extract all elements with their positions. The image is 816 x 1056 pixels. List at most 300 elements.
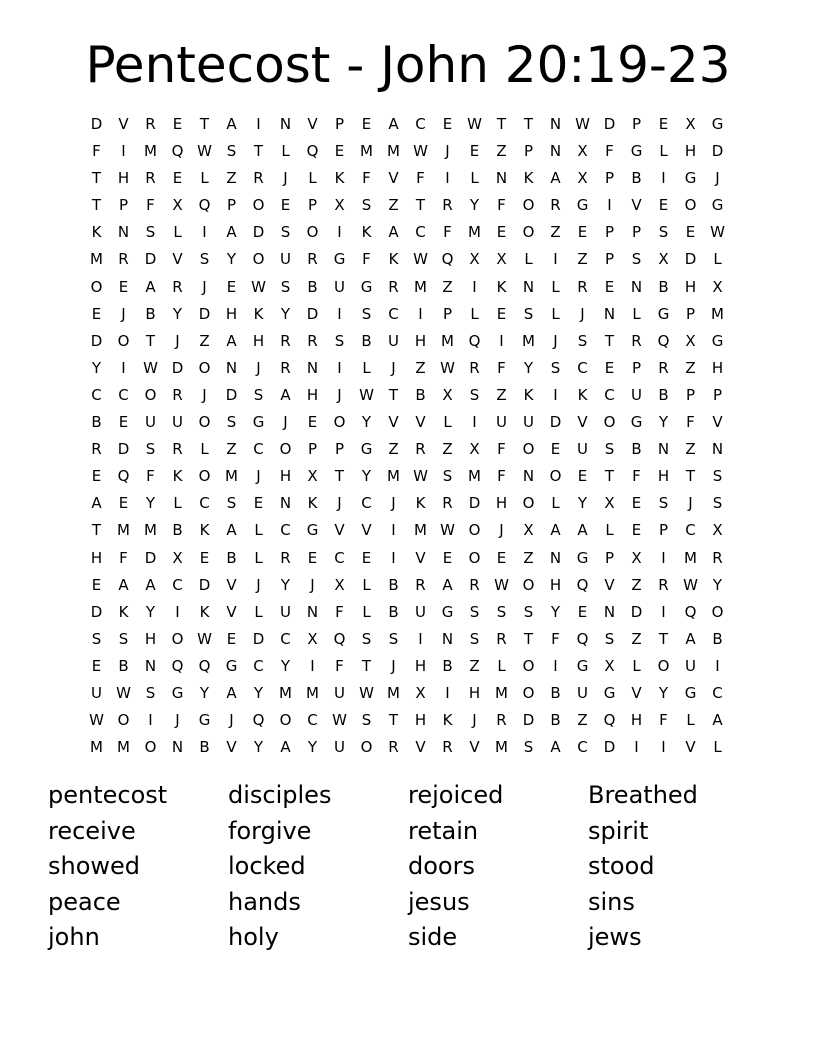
grid-letter: Q <box>657 331 670 350</box>
grid-letter: H <box>279 467 292 486</box>
grid-letter: J <box>553 331 558 350</box>
grid-letter: H <box>468 683 481 702</box>
word-list-item: holy <box>228 923 279 951</box>
grid-letter: F <box>146 467 155 486</box>
grid-letter: X <box>496 250 507 269</box>
grid-letter: E <box>577 602 588 621</box>
grid-letter: X <box>172 548 183 567</box>
grid-letter: R <box>712 548 723 567</box>
word-list-item: stood <box>588 852 655 880</box>
grid-letter: U <box>523 413 534 432</box>
grid-letter: E <box>91 304 102 323</box>
grid-letter: I <box>472 277 477 296</box>
grid-letter: J <box>472 711 477 730</box>
grid-letter: O <box>144 385 157 404</box>
word-list-item: peace <box>48 887 121 916</box>
grid-letter: L <box>173 494 182 513</box>
grid-letter: Y <box>280 304 291 323</box>
grid-letter: Z <box>685 440 696 459</box>
grid-letter: T <box>199 115 210 133</box>
grid-letter: J <box>175 711 180 730</box>
grid-letter: P <box>118 196 129 215</box>
grid-letter: T <box>604 331 615 350</box>
grid-letter: Y <box>523 358 534 377</box>
grid-letter: Z <box>442 440 453 459</box>
grid-letter: A <box>280 738 291 757</box>
grid-letter: B <box>388 575 399 594</box>
grid-letter: K <box>442 711 453 730</box>
grid-letter: K <box>334 169 345 188</box>
grid-letter: G <box>576 196 589 215</box>
grid-letter: G <box>252 413 265 432</box>
grid-letter: N <box>117 223 130 242</box>
grid-letter: V <box>415 413 426 432</box>
grid-letter: F <box>497 196 506 215</box>
grid-letter: H <box>495 494 508 513</box>
grid-letter: L <box>200 440 209 459</box>
grid-letter: Z <box>577 250 588 269</box>
grid-letter: U <box>577 440 588 459</box>
grid-letter: O <box>684 196 697 215</box>
grid-letter: Q <box>468 331 481 350</box>
grid-letter: U <box>415 602 426 621</box>
grid-letter: E <box>280 196 291 215</box>
grid-letter: B <box>307 277 318 296</box>
grid-letter: N <box>279 115 292 133</box>
grid-letter: X <box>334 196 345 215</box>
grid-letter: L <box>254 548 263 567</box>
grid-letter: T <box>415 196 426 215</box>
grid-letter: R <box>496 711 507 730</box>
grid-letter: L <box>254 521 263 540</box>
grid-letter: I <box>661 548 666 567</box>
grid-letter: D <box>630 602 643 621</box>
grid-letter: M <box>360 142 373 161</box>
grid-letter: E <box>658 115 669 133</box>
grid-letter: U <box>172 413 183 432</box>
grid-letter: R <box>388 738 399 757</box>
grid-letter: X <box>469 250 480 269</box>
grid-letter: J <box>283 413 288 432</box>
grid-letter: G <box>657 304 670 323</box>
grid-letter: X <box>712 521 723 540</box>
grid-letter: L <box>362 575 371 594</box>
grid-letter: A <box>685 629 696 648</box>
grid-letter: X <box>334 575 345 594</box>
grid-letter: Q <box>252 711 265 730</box>
grid-letter: Y <box>658 413 669 432</box>
grid-letter: E <box>658 196 669 215</box>
grid-letter: W <box>467 115 482 133</box>
grid-letter: K <box>91 223 102 242</box>
grid-letter: T <box>91 196 102 215</box>
grid-letter: O <box>198 467 211 486</box>
grid-letter: P <box>523 142 534 161</box>
grid-letter: Y <box>253 683 264 702</box>
grid-letter: Z <box>415 358 426 377</box>
grid-letter: Q <box>306 142 319 161</box>
grid-letter: J <box>688 494 693 513</box>
grid-letter: A <box>226 331 237 350</box>
grid-letter: W <box>494 575 509 594</box>
grid-letter: O <box>252 196 265 215</box>
grid-letter: V <box>415 738 426 757</box>
grid-letter: L <box>254 602 263 621</box>
grid-letter: M <box>144 521 157 540</box>
grid-letter: L <box>551 304 560 323</box>
grid-letter: F <box>335 602 344 621</box>
grid-letter: V <box>388 169 399 188</box>
grid-letter: A <box>280 385 291 404</box>
grid-letter: C <box>199 494 210 513</box>
grid-letter: J <box>337 494 342 513</box>
grid-letter: M <box>117 521 130 540</box>
grid-letter: I <box>445 169 450 188</box>
grid-letter: V <box>712 413 723 432</box>
grid-letter: V <box>631 683 642 702</box>
grid-letter: C <box>253 656 264 675</box>
grid-letter: Z <box>550 223 561 242</box>
grid-letter: S <box>334 331 345 350</box>
grid-letter: E <box>253 494 264 513</box>
grid-letter: Q <box>684 602 697 621</box>
grid-letter: E <box>172 115 183 133</box>
grid-letter: Z <box>388 440 399 459</box>
grid-letter: G <box>360 440 373 459</box>
grid-letter: E <box>496 223 507 242</box>
grid-letter: B <box>145 304 156 323</box>
grid-letter: Q <box>576 575 589 594</box>
grid-letter: Y <box>307 738 318 757</box>
grid-letter: K <box>307 494 318 513</box>
grid-letter: S <box>361 196 372 215</box>
grid-letter: T <box>91 169 102 188</box>
grid-letter: S <box>550 358 561 377</box>
grid-letter: O <box>522 196 535 215</box>
grid-letter: N <box>171 738 184 757</box>
grid-letter: B <box>118 656 129 675</box>
grid-letter: R <box>442 738 453 757</box>
grid-letter: Z <box>631 629 642 648</box>
grid-letter: T <box>334 467 345 486</box>
grid-letter: L <box>686 711 695 730</box>
grid-letter: S <box>118 629 129 648</box>
grid-letter: T <box>523 115 534 133</box>
grid-letter: E <box>604 358 615 377</box>
grid-letter: M <box>225 467 238 486</box>
grid-letter: H <box>684 142 697 161</box>
grid-letter: R <box>442 494 453 513</box>
grid-letter: M <box>387 467 400 486</box>
grid-letter: S <box>712 467 723 486</box>
grid-letter: F <box>686 413 695 432</box>
grid-letter: V <box>226 738 237 757</box>
grid-letter: Y <box>91 358 102 377</box>
grid-letter: N <box>306 358 319 377</box>
grid-letter: G <box>306 521 319 540</box>
grid-letter: P <box>307 196 318 215</box>
grid-letter: K <box>253 304 264 323</box>
grid-letter: Q <box>441 250 454 269</box>
grid-letter: E <box>469 142 480 161</box>
grid-letter: N <box>441 629 454 648</box>
grid-letter: E <box>118 413 129 432</box>
grid-letter: E <box>226 629 237 648</box>
grid-letter: U <box>685 656 696 675</box>
grid-letter: C <box>388 304 399 323</box>
grid-letter: P <box>604 250 615 269</box>
grid-letter: B <box>415 385 426 404</box>
grid-letter: R <box>496 629 507 648</box>
grid-letter: P <box>631 358 642 377</box>
grid-letter: I <box>661 169 666 188</box>
grid-letter: H <box>252 331 265 350</box>
grid-letter: S <box>469 385 480 404</box>
grid-letter: A <box>226 683 237 702</box>
grid-letter: R <box>280 548 291 567</box>
grid-letter: R <box>631 331 642 350</box>
grid-letter: W <box>143 358 158 377</box>
grid-letter: D <box>468 494 481 513</box>
grid-letter: U <box>577 683 588 702</box>
grid-letter: F <box>497 467 506 486</box>
grid-letter: I <box>256 115 261 133</box>
grid-letter: E <box>118 494 129 513</box>
grid-letter: R <box>91 440 102 459</box>
grid-letter: G <box>171 683 184 702</box>
grid-letter: N <box>630 277 643 296</box>
grid-letter: U <box>280 250 291 269</box>
grid-letter: G <box>198 711 211 730</box>
grid-letter: L <box>470 169 479 188</box>
grid-letter: E <box>496 548 507 567</box>
grid-letter: Z <box>577 711 588 730</box>
grid-letter: S <box>280 223 291 242</box>
grid-letter: D <box>117 440 130 459</box>
grid-letter: V <box>226 575 237 594</box>
grid-letter: H <box>414 711 427 730</box>
grid-letter: I <box>607 196 612 215</box>
grid-letter: F <box>119 548 128 567</box>
grid-letter: L <box>605 521 614 540</box>
grid-letter: I <box>418 629 423 648</box>
grid-letter: V <box>388 413 399 432</box>
grid-letter: S <box>361 304 372 323</box>
grid-letter: S <box>91 629 102 648</box>
grid-letter: E <box>577 467 588 486</box>
grid-letter: P <box>685 304 696 323</box>
grid-letter: F <box>146 196 155 215</box>
grid-letter: M <box>495 683 508 702</box>
grid-letter: D <box>90 331 103 350</box>
grid-letter: E <box>631 494 642 513</box>
grid-letter: L <box>524 250 533 269</box>
grid-letter: I <box>445 683 450 702</box>
grid-letter: S <box>496 602 507 621</box>
grid-letter: J <box>202 385 207 404</box>
grid-letter: D <box>522 711 535 730</box>
grid-letter: I <box>121 142 126 161</box>
grid-letter: E <box>631 521 642 540</box>
word-list-item: jews <box>588 923 642 951</box>
grid-letter: M <box>387 683 400 702</box>
grid-letter: X <box>604 656 615 675</box>
grid-letter: F <box>605 142 614 161</box>
grid-letter: G <box>576 548 589 567</box>
grid-letter: C <box>577 358 588 377</box>
grid-letter: Y <box>361 467 372 486</box>
grid-letter: Y <box>145 494 156 513</box>
grid-letter: E <box>91 575 102 594</box>
grid-letter: L <box>308 169 317 188</box>
grid-letter: P <box>604 223 615 242</box>
grid-letter: X <box>307 629 318 648</box>
grid-letter: E <box>199 548 210 567</box>
grid-letter: W <box>116 683 131 702</box>
grid-letter: O <box>279 711 292 730</box>
grid-letter: M <box>468 223 481 242</box>
grid-letter: W <box>332 711 347 730</box>
grid-letter: F <box>497 440 506 459</box>
grid-letter: S <box>253 385 264 404</box>
grid-letter: I <box>337 304 342 323</box>
grid-letter: T <box>496 115 507 133</box>
grid-letter: C <box>172 575 183 594</box>
grid-letter: D <box>144 250 157 269</box>
grid-letter: I <box>175 602 180 621</box>
grid-letter: U <box>631 385 642 404</box>
grid-letter: E <box>577 223 588 242</box>
grid-letter: M <box>90 738 103 757</box>
grid-letter: T <box>523 629 534 648</box>
grid-letter: D <box>684 250 697 269</box>
grid-letter: U <box>334 277 345 296</box>
grid-letter: C <box>577 738 588 757</box>
grid-letter: B <box>550 711 561 730</box>
grid-letter: G <box>684 683 697 702</box>
word-list-item: rejoiced <box>408 781 504 809</box>
page-title: Pentecost - John 20:19-23 <box>85 36 731 94</box>
grid-letter: A <box>118 575 129 594</box>
grid-letter: G <box>684 169 697 188</box>
grid-letter: X <box>442 385 453 404</box>
grid-letter: N <box>306 602 319 621</box>
grid-letter: W <box>413 142 428 161</box>
grid-letter: K <box>577 385 588 404</box>
grid-letter: O <box>468 521 481 540</box>
grid-letter: Y <box>550 602 561 621</box>
grid-letter: E <box>334 142 345 161</box>
grid-letter: D <box>198 304 211 323</box>
grid-letter: D <box>549 413 562 432</box>
grid-letter: I <box>337 223 342 242</box>
grid-letter: S <box>388 629 399 648</box>
grid-letter: S <box>604 629 615 648</box>
grid-letter: D <box>90 115 103 133</box>
grid-letter: D <box>171 358 184 377</box>
grid-letter: G <box>360 277 373 296</box>
grid-letter: F <box>632 467 641 486</box>
grid-letter: H <box>549 575 562 594</box>
grid-letter: H <box>684 277 697 296</box>
grid-letter: M <box>279 683 292 702</box>
grid-letter: X <box>415 683 426 702</box>
grid-letter: O <box>603 413 616 432</box>
word-list-item: jesus <box>408 887 470 916</box>
grid-letter: F <box>659 711 668 730</box>
grid-letter: R <box>118 250 129 269</box>
grid-letter: T <box>658 629 669 648</box>
grid-letter: V <box>361 521 372 540</box>
grid-letter: C <box>361 494 372 513</box>
grid-letter: K <box>523 169 534 188</box>
grid-letter: P <box>631 223 642 242</box>
grid-letter: E <box>604 277 615 296</box>
grid-letter: S <box>469 629 480 648</box>
grid-letter: K <box>118 602 129 621</box>
grid-letter: A <box>577 521 588 540</box>
grid-letter: O <box>198 413 211 432</box>
grid-letter: D <box>306 304 319 323</box>
grid-letter: R <box>442 196 453 215</box>
grid-letter: O <box>198 358 211 377</box>
grid-letter: U <box>388 331 399 350</box>
grid-letter: G <box>441 602 454 621</box>
grid-letter: Y <box>172 304 183 323</box>
grid-letter: W <box>359 385 374 404</box>
grid-letter: C <box>415 115 426 133</box>
grid-letter: I <box>553 385 558 404</box>
grid-letter: S <box>145 223 156 242</box>
grid-letter: T <box>604 467 615 486</box>
grid-letter: E <box>496 304 507 323</box>
grid-letter: R <box>307 250 318 269</box>
word-list-item: receive <box>48 816 136 845</box>
grid-letter: F <box>497 358 506 377</box>
grid-letter: H <box>711 358 724 377</box>
grid-letter: O <box>657 656 670 675</box>
grid-letter: E <box>307 548 318 567</box>
grid-letter: R <box>469 358 480 377</box>
grid-letter: S <box>604 440 615 459</box>
grid-letter: N <box>549 115 562 133</box>
grid-letter: O <box>360 738 373 757</box>
grid-letter: B <box>388 602 399 621</box>
grid-letter: E <box>550 440 561 459</box>
grid-letter: M <box>711 304 724 323</box>
word-list-item: side <box>408 923 458 951</box>
grid-letter: I <box>499 331 504 350</box>
grid-letter: N <box>279 494 292 513</box>
grid-letter: M <box>90 250 103 269</box>
grid-letter: W <box>197 142 212 161</box>
grid-letter: I <box>553 656 558 675</box>
grid-letter: J <box>499 521 504 540</box>
grid-letter: S <box>280 277 291 296</box>
grid-letter: S <box>145 683 156 702</box>
grid-letter: R <box>415 575 426 594</box>
grid-letter: T <box>388 711 399 730</box>
grid-letter: V <box>118 115 129 133</box>
grid-letter: M <box>117 738 130 757</box>
grid-letter: J <box>391 494 396 513</box>
grid-letter: O <box>144 738 157 757</box>
grid-letter: R <box>172 385 183 404</box>
grid-letter: V <box>334 521 345 540</box>
grid-letter: Z <box>496 385 507 404</box>
grid-letter: X <box>631 548 642 567</box>
grid-letter: M <box>495 738 508 757</box>
